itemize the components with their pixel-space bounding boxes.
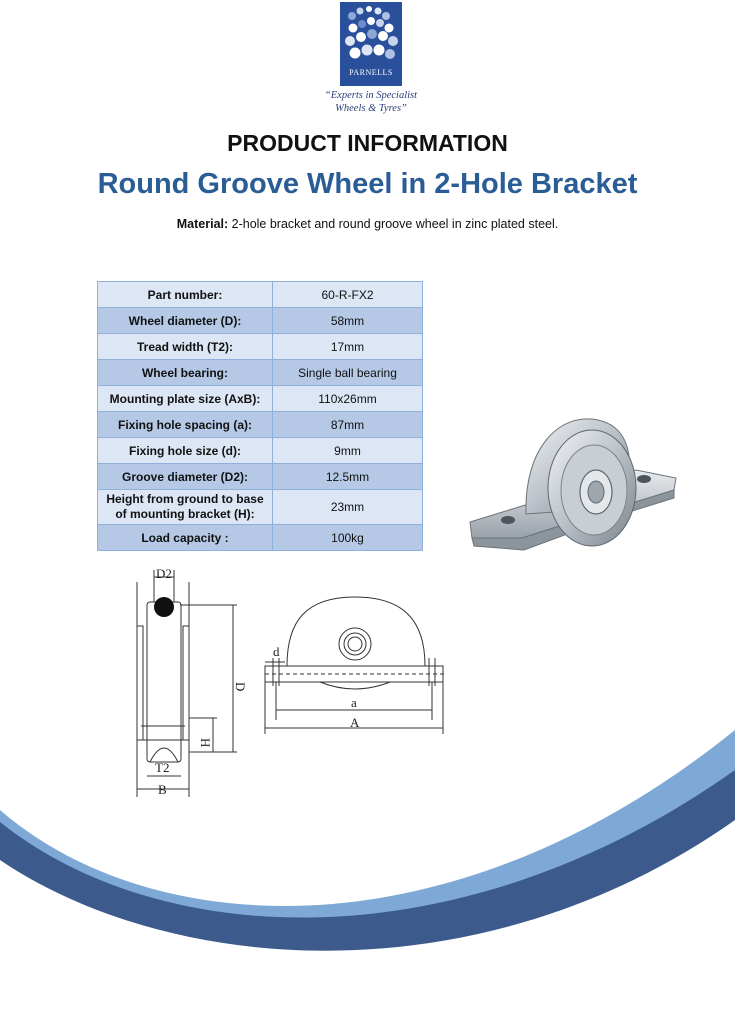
label-b: B xyxy=(158,782,167,797)
spec-label: Fixing hole spacing (a): xyxy=(98,412,273,438)
spec-label: Load capacity : xyxy=(98,525,273,551)
table-row xyxy=(98,438,423,464)
spec-value: 87mm xyxy=(273,412,423,438)
spec-value: 100kg xyxy=(273,525,423,551)
spec-label: Tread width (T2): xyxy=(98,334,273,360)
label-d2: D2 xyxy=(156,566,172,581)
label-h: H xyxy=(198,738,213,748)
spec-label: Part number: xyxy=(98,282,273,308)
label-t2: T2 xyxy=(155,760,170,775)
tagline-line-2: Wheels & Tyres” xyxy=(335,103,407,114)
label-d: D xyxy=(233,682,248,692)
table-row xyxy=(98,464,423,490)
material-line xyxy=(0,217,735,231)
spec-value: 60-R-FX2 xyxy=(273,282,423,308)
groove-section xyxy=(154,597,174,617)
material-text: 2-hole bracket and round groove wheel in zinc plated steel. xyxy=(228,217,559,231)
spec-label: Fixing hole size (d): xyxy=(98,438,273,464)
spec-label-line-2: of mounting bracket (H): xyxy=(115,507,255,521)
material-label: Material: xyxy=(176,217,229,231)
product-title: Round Groove Wheel in 2-Hole Bracket xyxy=(97,168,638,200)
table-row xyxy=(98,412,423,438)
table-row xyxy=(98,360,423,386)
spec-label xyxy=(98,490,273,525)
label-a-length: A xyxy=(350,715,360,730)
spec-value: 17mm xyxy=(273,334,423,360)
logo-tagline xyxy=(300,89,442,115)
spec-value: 9mm xyxy=(273,438,423,464)
table-row xyxy=(98,334,423,360)
table-row xyxy=(98,308,423,334)
logo-brand-name: PARNELLS xyxy=(349,68,393,77)
spec-value: Single ball bearing xyxy=(273,360,423,386)
spec-value: 12.5mm xyxy=(273,464,423,490)
table-row xyxy=(98,282,423,308)
table-row xyxy=(98,525,423,551)
spec-label: Mounting plate size (AxB): xyxy=(98,386,273,412)
spec-label-line-1: Height from ground to base xyxy=(106,492,264,506)
spec-value: 23mm xyxy=(273,490,423,525)
spec-table xyxy=(97,281,423,551)
table-row xyxy=(98,386,423,412)
product-photo xyxy=(466,410,680,560)
spec-value: 110x26mm xyxy=(273,386,423,412)
label-hole-d: d xyxy=(273,644,280,659)
label-a-spacing: a xyxy=(351,695,357,710)
logo-circles-icon xyxy=(340,2,402,66)
spec-value: 58mm xyxy=(273,308,423,334)
brand-logo xyxy=(340,2,402,86)
table-row xyxy=(98,490,423,525)
page-heading: PRODUCT INFORMATION xyxy=(227,130,508,156)
tagline-line-1: “Experts in Specialist xyxy=(324,90,418,101)
spec-label: Wheel bearing: xyxy=(98,360,273,386)
spec-label: Wheel diameter (D): xyxy=(98,308,273,334)
decorative-wave xyxy=(0,700,735,960)
spec-label: Groove diameter (D2): xyxy=(98,464,273,490)
